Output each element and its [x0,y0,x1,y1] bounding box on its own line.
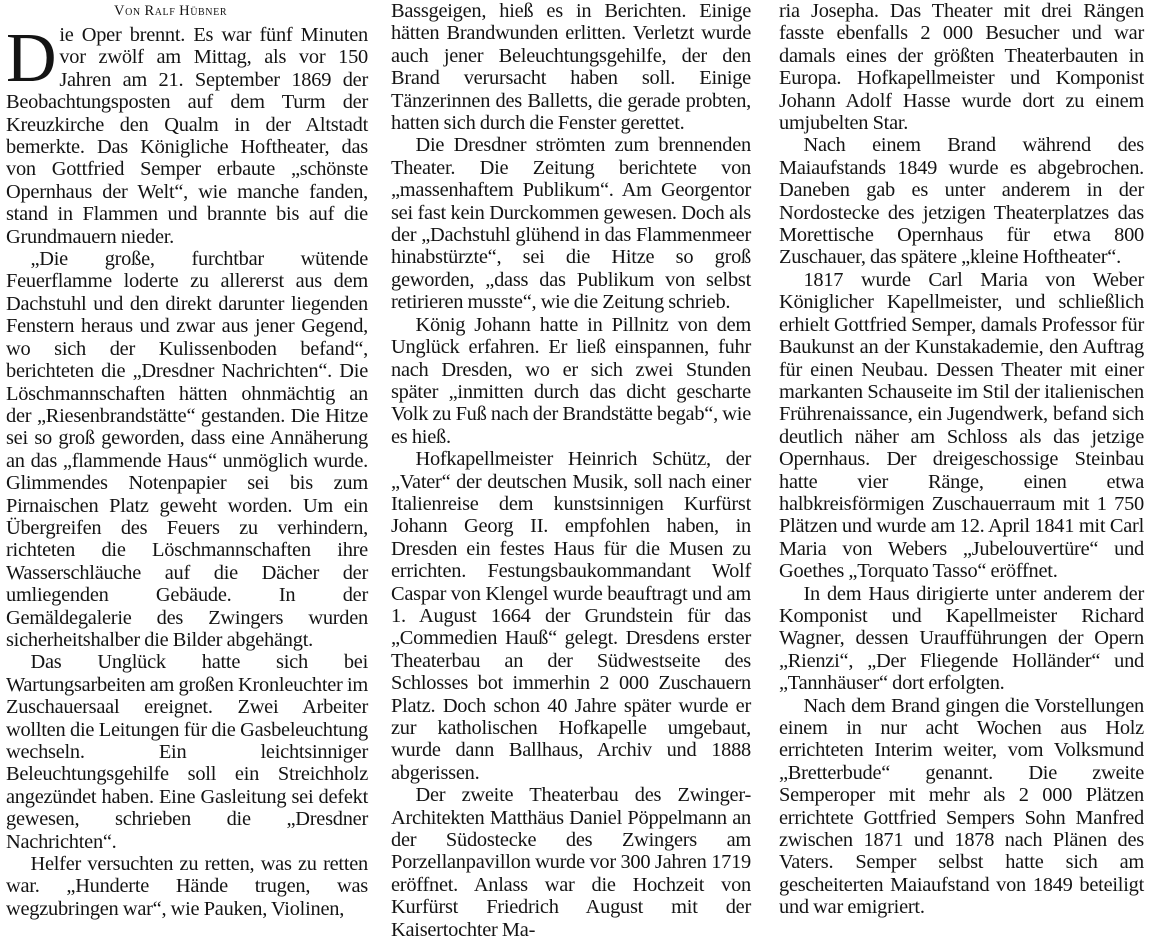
paragraph: Das Unglück hatte sich bei Wartungsarbeiten am großen Kronleuchter im Zuschauersaal ereignet. Zwei Arbeiter wollten die Leitungen für die Gasbeleuchtung wechseln. Ein leichtsinniger Beleuchtungsgehilfe soll ein Streichholz angezündet haben. Eine Gasleitung sei defekt gewesen, schrieben die „Dresdner Nachrichten“. [6,651,368,853]
lead-paragraph [6,20,368,248]
drop-cap: D [6,20,57,97]
paragraph: Hofkapellmeister Heinrich Schütz, der „Vater“ der deutschen Musik, soll nach einer Italienreise dem kunstsinnigen Kurfürst Johann Georg II. empfohlen haben, in Dresden ein festes Haus für die Musen zu errichten. Festungsbaukommandant Wolf Caspar von Klengel wurde beauftragt und am 1. August 1664 der Grundstein für das „Commedien Hauß“ gelegt. Dresdens erster Theaterbau an der Südwestseite des Schlosses bot immerhin 2 000 Zuschauern Platz. Doch schon 40 Jahre später wurde er zur katholischen Hofkapelle umgebaut, wurde dann Ballhaus, Archiv und 1888 abgerissen. [391,448,751,784]
paragraph: Der zweite Theaterbau des Zwinger-Architekten Matthäus Daniel Pöppelmann an der Südostecke des Zwingers am Porzellanpavillon wurde vor 300 Jahren 1719 eröffnet. Anlass war die Hochzeit von Kurfürst Friedrich August mit der Kaisertochter Ma- [391,784,751,941]
article-column-3 [779,0,1144,919]
continuation-paragraph: ria Josepha. Das Theater mit drei Rängen fasste ebenfalls 2 000 Besucher und war damals eines der größten Theaterbauten in Europa. Hofkapellmeister und Komponist Johann Adolf Hasse wurde dort zu einem umjubelten Star. [779,0,1144,135]
paragraph: Nach einem Brand während des Maiaufstands 1849 wurde es abgebrochen. Daneben gab es unter anderem in der Nordostecke des jetzigen Theaterplatzes das Morettische Opernhaus für etwa 800 Zuschauer, das spätere „kleine Hoftheater“. [779,134,1144,269]
paragraph: König Johann hatte in Pillnitz von dem Unglück erfahren. Er ließ einspannen, fuhr nach Dresden, wo er sich zwei Stunden später „inmitten durch das dicht gescharte Volk zu Fuß nach der Brandstätte begab“, wie es hieß. [391,313,751,448]
paragraph: „Die große, furchtbar wütende Feuerflamme loderte zu allererst aus dem Dachstuhl und den direkt darunter liegenden Fenstern heraus und zwar aus jener Gegend, wo sich der Kulissenboden befand“, berichteten die „Dresdner Nachrichten“. Die Löschmannschaften hätten ohnmächtig an der „Riesenbrandstätte“ gestanden. Die Hitze sei so groß geworden, dass eine Annäherung an das „flammende Haus“ unmöglich wurde. Glimmendes Notenpapier sei bis zum Pirnaischen Platz geweht worden. Um ein Übergreifen des Feuers zu verhindern, richteten die Löschmannschaften ihre Wasserschläuche auf die Dächer der umliegenden Gebäude. In der Gemäldegalerie des Zwingers wurden sicherheitshalber die Bilder abgehängt. [6,248,368,651]
paragraph: Helfer versuchten zu retten, was zu retten war. „Hunderte Hände trugen, was wegzubringen war“, wie Pauken, Violinen, [6,853,368,920]
lead-paragraph-text: ie Oper brennt. Es war fünf Minuten vor zwölf am Mittag, als vor 150 Jahren am 21. September 1869 der Beobachtungsposten auf dem Turm der Kreuzkirche den Qualm in der Altstadt bemerkte. Das Königliche Hoftheater, das von Gottfried Semper erbaute „schönste Opernhaus der Welt“, wie manche fanden, stand in Flammen und brannte bis auf die Grundmauern nieder. [6,24,368,248]
article-column-1 [6,3,368,920]
byline: Von Ralf Hübner [114,3,228,19]
paragraph: In dem Haus dirigierte unter anderem der Komponist und Kapellmeister Richard Wagner, dessen Uraufführungen der Opern „Rienzi“, „Der Fliegende Holländer“ und „Tannhäuser“ dort erfolgten. [779,582,1144,695]
paragraph: Die Dresdner strömten zum brennenden Theater. Die Zeitung berichtete von „massenhaftem Publikum“. Am Georgentor sei fast kein Durckommen gewesen. Doch als der „Dachstuhl glühend in das Flammenmeer hinabstürzte“, sei die Hitze so groß geworden, „dass das Publikum von selbst retirieren musste“, wie die Zeitung schrieb. [391,134,751,314]
paragraph: Nach dem Brand gingen die Vorstellungen einem in nur acht Wochen aus Holz errichteten Interim weiter, vom Volksmund „Bretterbude“ genannt. Die zweite Semperoper mit mehr als 2 000 Plätzen errichtete Gottfried Sempers Sohn Manfred zwischen 1871 und 1878 nach Plänen des Vaters. Semper selbst hatte sich am gescheiterten Maiaufstand von 1849 beteiligt und war emigriert. [779,694,1144,919]
article-column-2 [391,0,751,941]
paragraph: 1817 wurde Carl Maria von Weber Königlicher Kapellmeister, und schließlich erhielt Gottfried Semper, damals Professor für Baukunst an der Kunstakademie, den Auftrag für einen Neubau. Dessen Theater mit einer markanten Schauseite im Stil der italienischen Frührenaissance, ein Jugendwerk, befand sich deutlich näher am Schloss als das jetzige Opernhaus. Der dreigeschossige Steinbau hatte vier Ränge, einen etwa halbkreisförmigen Zuschauerraum mit 1 750 Plätzen und wurde am 12. April 1841 mit Carl Maria von Webers „Jubelouvertüre“ und Goethes „Torquato Tasso“ eröffnet. [779,268,1144,583]
continuation-paragraph: Bassgeigen, hieß es in Berichten. Einige hätten Brandwunden erlitten. Verletzt wurde auch jener Beleuchtungsgehilfe, der den Brand verursacht haben soll. Einige Tänzerinnen des Balletts, die gerade probten, hatten sich durch die Fenster gerettet. [391,0,751,135]
